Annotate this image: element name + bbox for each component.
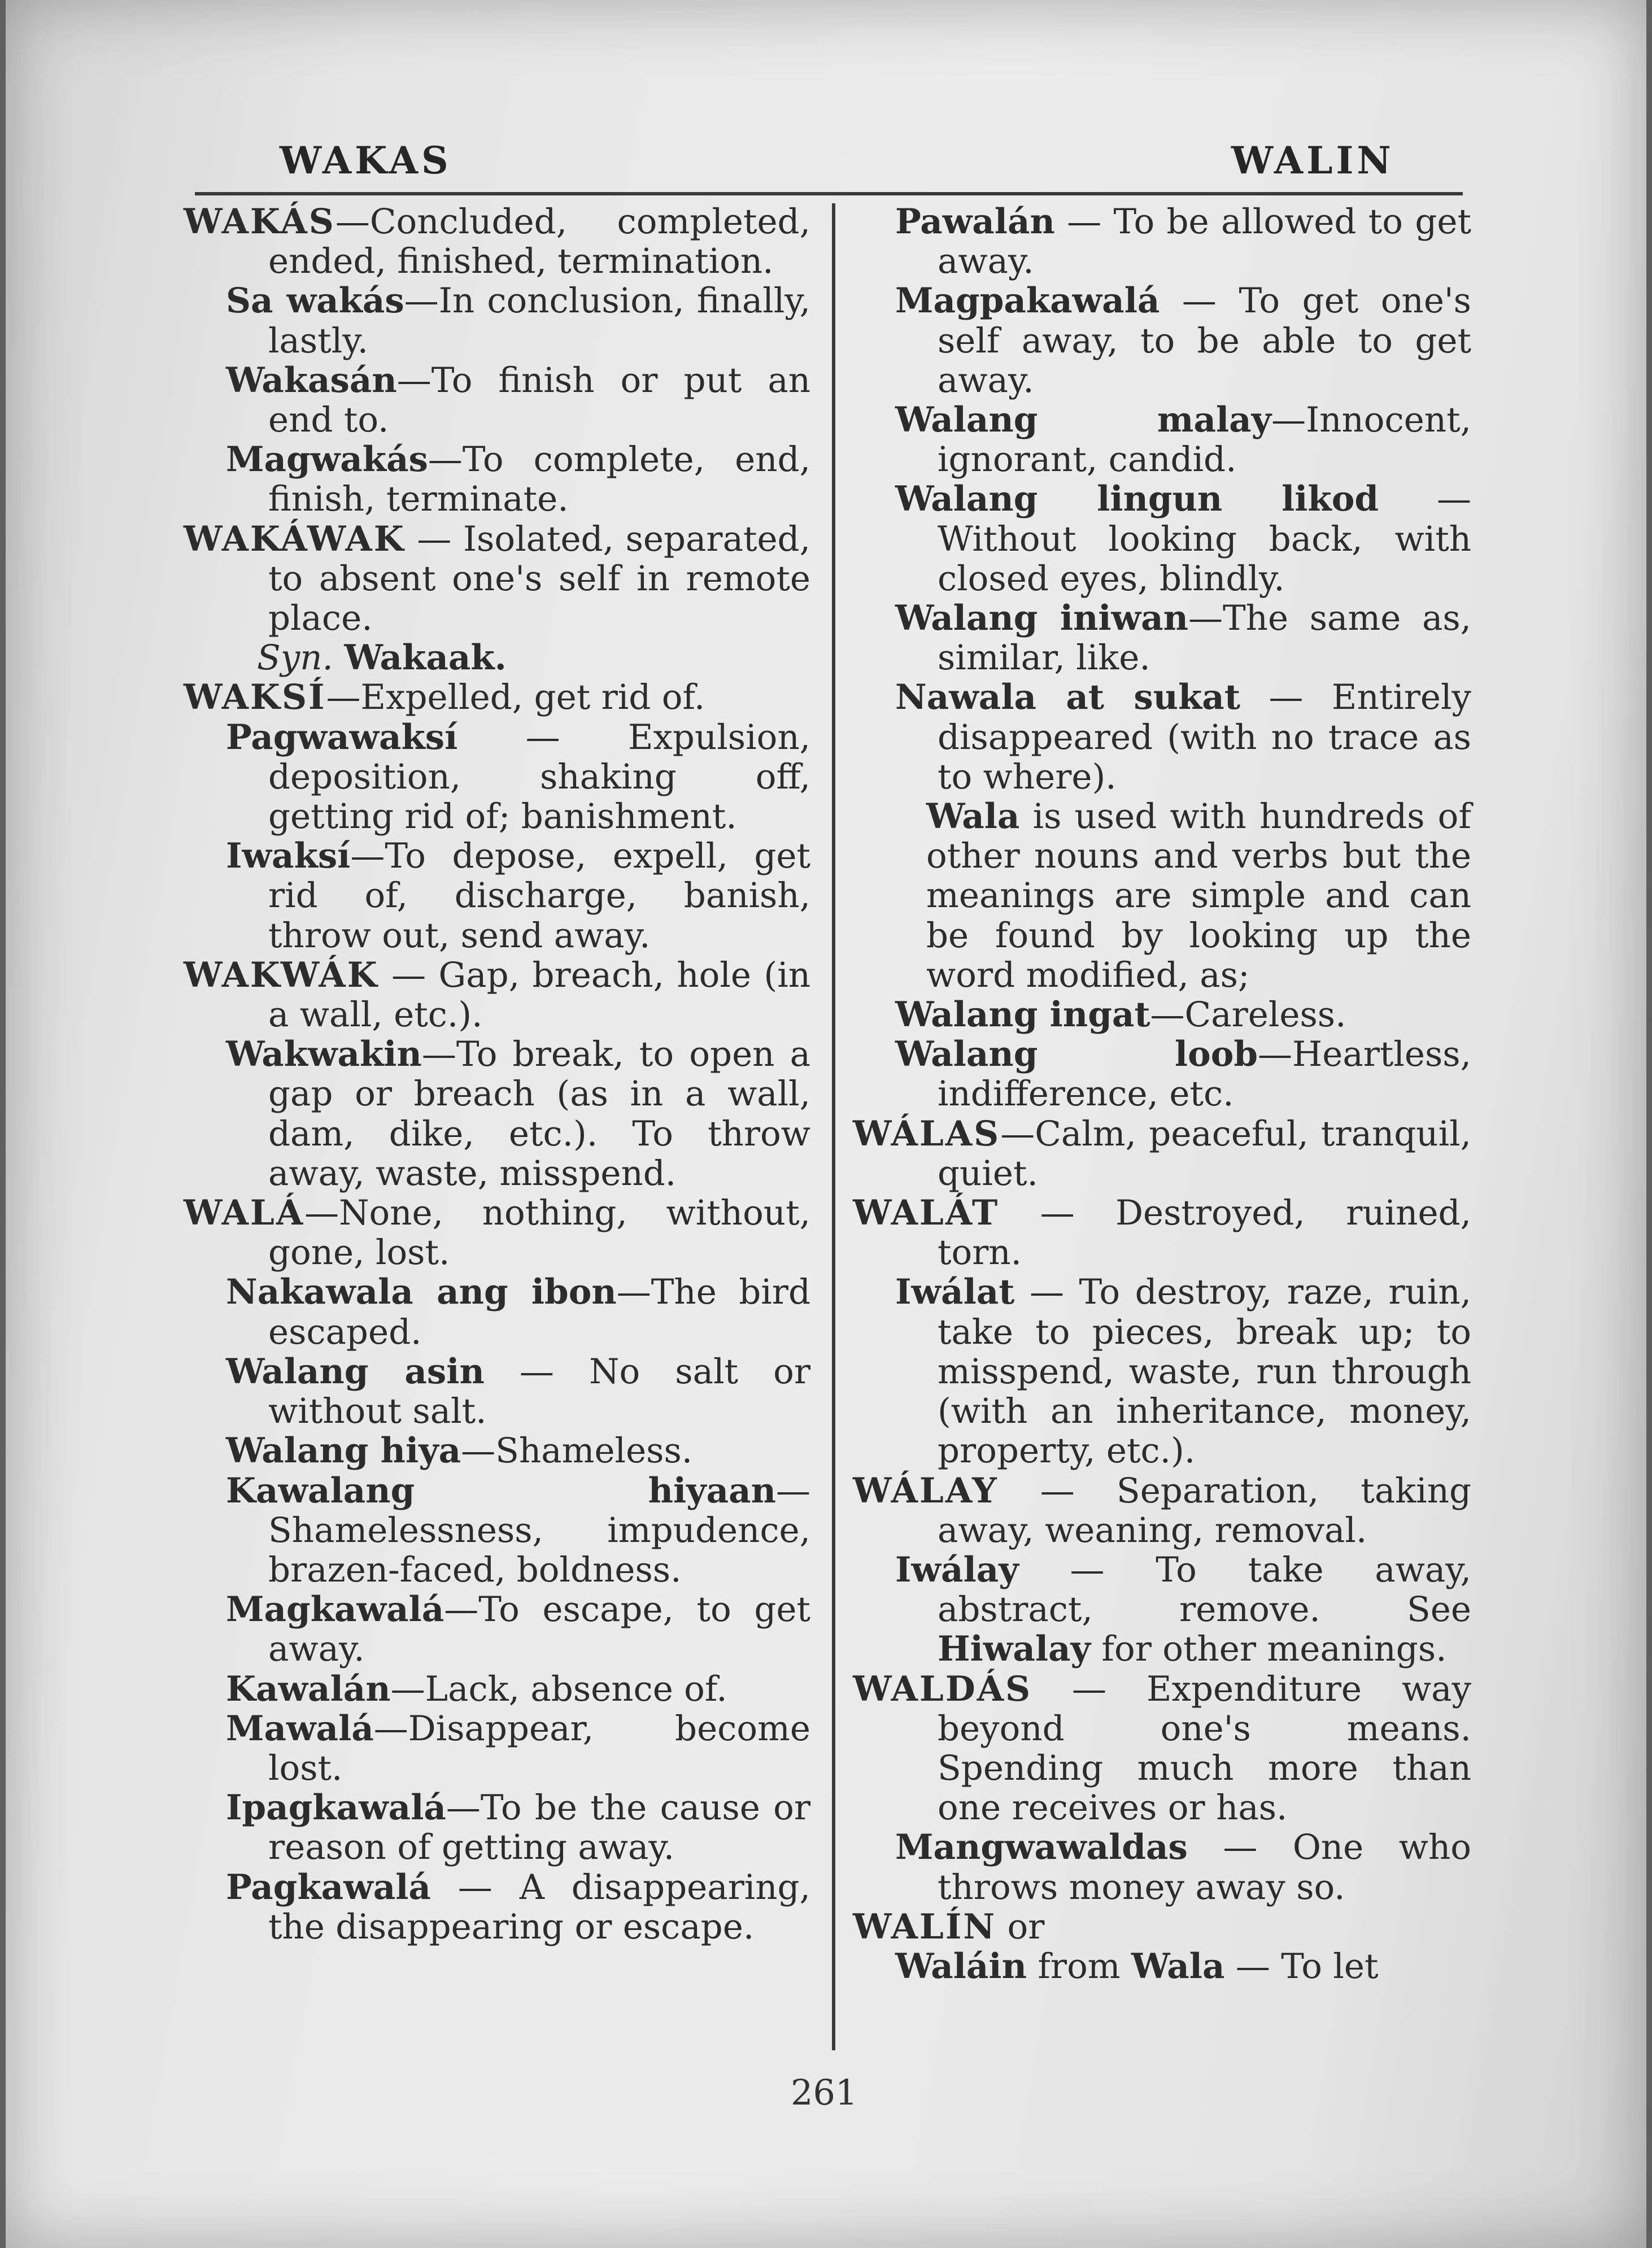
sub-entry: Magkawalá—To escape, to get away. <box>226 1589 810 1670</box>
left-column <box>184 202 810 1947</box>
usage-note <box>853 797 1471 995</box>
definition: for other meanings. <box>1091 1629 1447 1670</box>
sub-headword: Pagwawaksí <box>226 717 458 757</box>
sub-entry: Mangwawaldas — One who throws money away so. <box>895 1827 1471 1907</box>
sub-headword: Walang hiya <box>226 1431 461 1471</box>
dictionary-entry: WALÁT — Destroyed, ruined, torn. <box>853 1193 1471 1273</box>
cross-reference: Wala <box>1131 1946 1225 1986</box>
definition: Expenditure way beyond one's means. Spending much more than one receives or has. <box>938 1668 1471 1828</box>
sub-entry: Walang hiya—Shameless. <box>226 1431 693 1471</box>
note-text: is used with hundreds of other nouns and verbs but the meanings are simple and can be found by looking up the word modified, as; <box>926 796 1471 995</box>
sub-headword: Wakasán <box>226 360 397 400</box>
sub-entry: Nakawala ang ibon—The bird escaped. <box>226 1272 810 1352</box>
synonym-term: Wakaak. <box>344 638 507 678</box>
sub-entry: Kawalang hiyaan—Shamelessness, impudence, brazen-faced, boldness. <box>226 1470 810 1590</box>
definition: Careless. <box>1184 995 1346 1035</box>
definition: No salt or without salt. <box>268 1351 810 1432</box>
definition: The same as, similar, like. <box>938 598 1472 678</box>
dictionary-entry: WÁLAS—Calm, peaceful, tranquil, quiet. <box>853 1113 1471 1193</box>
dictionary-entry: WAKÁS—Concluded, completed, ended, finished, termination. <box>184 202 810 282</box>
sub-headword: Magwakás <box>226 439 428 480</box>
sub-entry: Pagwawaksí — Expulsion, deposition, shaking off, getting rid of; banishment. <box>226 717 810 837</box>
definition: Innocent, ignorant, candid. <box>938 400 1471 480</box>
definition: from <box>1038 1946 1132 1986</box>
definition: In conclusion, finally, lastly. <box>268 281 810 361</box>
definition: Heartless, indifference, etc. <box>938 1034 1471 1114</box>
headword: WALDÁS <box>853 1668 1032 1709</box>
sub-headword: Sa wakás <box>226 281 404 321</box>
definition: Expulsion, deposition, shaking off, getting rid of; banishment. <box>268 717 810 837</box>
headword: WÁLAS <box>853 1113 1001 1154</box>
definition: To destroy, raze, ruin, take to pieces, break up; to misspend, waste, run through (with an inheritance, money, property, etc.). <box>938 1272 1472 1471</box>
definition: Disappear, become lost. <box>268 1708 810 1788</box>
definition: — To let <box>1224 1946 1379 1986</box>
definition: A disappearing, the disappearing or escape. <box>268 1867 810 1947</box>
sub-headword: Kawalán <box>226 1668 391 1709</box>
dictionary-entry: WAKSÍ—Expelled, get rid of. <box>184 677 705 718</box>
sub-headword: Walang iniwan <box>895 598 1188 639</box>
sub-headword: Kawalang hiyaan <box>226 1470 776 1511</box>
definition: To depose, expell, get rid of, discharge, banish, throw out, send away. <box>268 836 810 956</box>
dictionary-entry <box>853 1907 1471 1947</box>
sub-entry: Magwakás—To complete, end, finish, terminate. <box>226 439 810 520</box>
definition: The bird escaped. <box>268 1272 810 1352</box>
dictionary-entry: WALÁ—None, nothing, without, gone, lost. <box>184 1193 810 1273</box>
sub-headword: Nawala at sukat <box>895 677 1240 718</box>
definition: To complete, end, finish, terminate. <box>268 439 810 520</box>
headword: WAKÁWAK <box>184 519 406 559</box>
definition: To take away, abstract, remove. See <box>938 1549 1471 1630</box>
sub-entry: Iwálay — To take away, abstract, remove. See Hiwalay for other meanings. <box>895 1549 1471 1670</box>
sub-headword: Walang lingun likod <box>895 479 1379 520</box>
sub-headword: Magkawalá <box>226 1589 444 1630</box>
sub-headword: Iwálay <box>895 1549 1019 1590</box>
sub-entry: Walang loob—Heartless, indifference, etc. <box>895 1034 1471 1114</box>
headword: WALÁ <box>184 1193 305 1234</box>
synonym-note <box>184 638 810 678</box>
dictionary-entry: WAKÁWAK — Isolated, separated, to absent one's self in remote place. <box>184 519 810 639</box>
definition: Destroyed, ruined, torn. <box>938 1193 1471 1273</box>
cross-reference: Hiwalay <box>938 1629 1091 1670</box>
dictionary-entry: WALDÁS — Expenditure way beyond one's means. Spending much more than one receives or has. <box>853 1668 1471 1828</box>
definition: Separation, taking away, weaning, removal. <box>938 1470 1471 1550</box>
definition: Lack, absence of. <box>425 1668 727 1709</box>
definition: Shamelessness, impudence, brazen-faced, boldness. <box>268 1510 810 1590</box>
definition: Expelled, get rid of. <box>360 677 705 718</box>
dictionary-entry: WAKWÁK — Gap, breach, hole (in a wall, etc.). <box>184 955 811 1035</box>
sub-headword: Ipagkawalá <box>226 1788 446 1828</box>
definition: None, nothing, without, gone, lost. <box>268 1193 810 1273</box>
headword: WAKÁS <box>184 202 335 242</box>
definition: or <box>1007 1906 1045 1947</box>
dictionary-entry: WÁLAY — Separation, taking away, weaning, removal. <box>853 1470 1471 1550</box>
definition: Calm, peaceful, tranquil, quiet. <box>938 1113 1471 1193</box>
sub-headword: Walang malay <box>895 400 1272 441</box>
sub-entry: Nawala at sukat — Entirely disappeared (with no trace as to where). <box>895 677 1471 797</box>
sub-entry: Walang lingun likod — Without looking back, with closed eyes, blindly. <box>895 479 1472 599</box>
definition: Isolated, separated, to absent one's self in remote place. <box>268 519 810 639</box>
dictionary-page <box>6 0 1646 2248</box>
definition: Entirely disappeared (with no trace as to where). <box>938 677 1471 797</box>
definition: Shameless. <box>495 1431 693 1471</box>
sub-entry: Iwaksí—To depose, expell, get rid of, discharge, banish, throw out, send away. <box>226 836 810 956</box>
sub-headword: Mawalá <box>226 1708 374 1749</box>
sub-entry: Walang ingat—Careless. <box>895 995 1346 1035</box>
definition: To escape, to get away. <box>268 1589 810 1670</box>
sub-headword: Mangwawaldas <box>895 1827 1188 1868</box>
sub-headword: Waláin <box>895 1946 1027 1986</box>
headword: WÁLAY <box>853 1470 999 1511</box>
note-term: Wala <box>926 796 1020 837</box>
definition: To be the cause or reason of getting away. <box>268 1788 810 1868</box>
sub-headword: Wakwakin <box>226 1034 422 1075</box>
column-divider <box>832 203 835 2050</box>
sub-headword: Nakawala ang ibon <box>226 1272 617 1313</box>
sub-entry: Mawalá—Disappear, become lost. <box>226 1708 810 1788</box>
definition: Concluded, completed, ended, finished, termination. <box>268 202 810 282</box>
definition: To be allowed to get away. <box>938 202 1471 282</box>
running-header-left: WAKAS <box>280 138 452 182</box>
sub-entry: Pawalán — To be allowed to get away. <box>895 202 1471 282</box>
sub-headword: Walang ingat <box>895 995 1150 1035</box>
sub-entry: Walang asin — No salt or without salt. <box>226 1351 810 1432</box>
headword: WAKSÍ <box>184 677 326 718</box>
headword: WALÁT <box>853 1193 1000 1234</box>
sub-entry: Sa wakás—In conclusion, finally, lastly. <box>226 281 810 361</box>
sub-entry: Iwálat — To destroy, raze, ruin, take to pieces, break up; to misspend, waste, run through (with an inheritance, money, property, etc.). <box>895 1272 1472 1471</box>
headword: WAKWÁK <box>184 955 379 995</box>
sub-headword: Walang asin <box>226 1351 485 1392</box>
definition: One who throws money away so. <box>938 1827 1471 1907</box>
definition: To break, to open a gap or breach (as in a wall, dam, dike, etc.). To throw away, waste, misspend. <box>268 1034 810 1193</box>
sub-headword: Iwaksí <box>226 836 351 877</box>
definition: Gap, breach, hole (in a wall, etc.). <box>268 955 811 1035</box>
definition: To finish or put an end to. <box>268 360 810 441</box>
sub-entry: Walang malay—Innocent, ignorant, candid. <box>895 400 1471 480</box>
running-header-right: WALIN <box>1231 138 1394 182</box>
synonym-label: Syn. <box>257 638 333 678</box>
header-rule <box>195 192 1463 195</box>
sub-headword: Pagkawalá <box>226 1867 431 1907</box>
headword: WALÍN <box>853 1906 997 1947</box>
sub-entry: Magpakawalá — To get one's self away, to be able to get away. <box>895 281 1471 400</box>
sub-entry <box>853 1947 1471 1986</box>
sub-headword: Walang loob <box>895 1034 1258 1075</box>
sub-entry: Wakwakin—To break, to open a gap or breach (as in a wall, dam, dike, etc.). To throw away, waste, misspend. <box>226 1034 810 1193</box>
sub-headword: Pawalán <box>895 202 1055 242</box>
sub-entry: Walang iniwan—The same as, similar, like. <box>895 598 1472 678</box>
sub-entry: Wakasán—To finish or put an end to. <box>226 360 810 441</box>
sub-entry: Ipagkawalá—To be the cause or reason of getting away. <box>226 1788 810 1868</box>
definition: To get one's self away, to be able to get away. <box>938 281 1471 400</box>
sub-entry: Pagkawalá — A disappearing, the disappearing or escape. <box>226 1867 810 1947</box>
sub-headword: Magpakawalá <box>895 281 1160 321</box>
sub-entry: Kawalán—Lack, absence of. <box>226 1668 727 1709</box>
page-number: 261 <box>791 2072 858 2113</box>
right-column <box>853 202 1471 1986</box>
definition: Without looking back, with closed eyes, blindly. <box>938 519 1471 599</box>
sub-headword: Iwálat <box>895 1272 1015 1313</box>
